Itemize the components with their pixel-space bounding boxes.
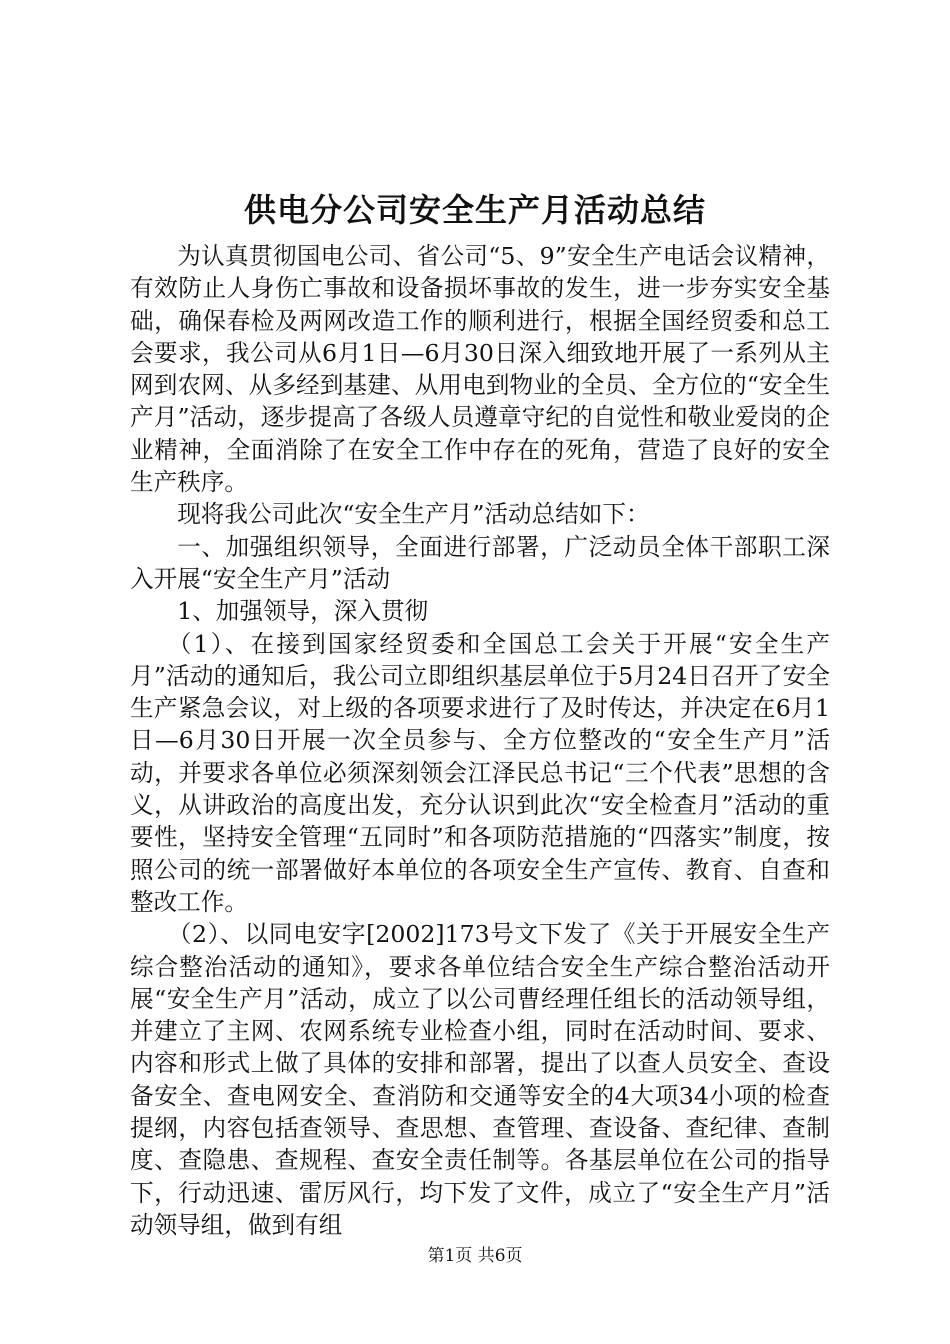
document-body xyxy=(130,240,830,1241)
paragraph-summary-lead: 现将我公司此次“安全生产月”活动总结如下： xyxy=(177,500,650,529)
page-footer: 第1页 共6页 xyxy=(427,1246,523,1266)
paragraph-intro: 为认真贯彻国电公司、省公司“5、9”安全生产电话会议精神，有效防止人身伤亡事故和设备损坏事故的发生，进一步夯实安全基础，确保春检及两网改造工作的顺利进行，根据全国经贸委和总工会要求，我公司从6月1日—6月30日深入细致地开展了一系列从主网到农网、从多经到基建、从用电到物业的全员、全方位的“安全生产月”活动，逐步提高了各级人员遵章守纪的自觉性和敬业爱岗的企业精神，全面消除了在安全工作中存在的死角，营造了良好的安全生产秩序。 xyxy=(130,242,830,497)
paragraph-item-1: （1）、在接到国家经贸委和全国总工会关于开展“安全生产月”活动的通知后，我公司立即组织基层单位于5月24日召开了安全生产紧急会议，对上级的各项要求进行了及时传达，并决定在6月1日—6月30日开展一次全员参与、全方位整改的“安全生产月”活动，并要求各单位必须深刻领会江泽民总书记“三个代表”思想的含义，从讲政治的高度出发，充分认识到此次“安全检查月”活动的重要性，坚持安全管理“五同时”和各项防范措施的“四落实”制度，按照公司的统一部署做好本单位的各项安全生产宣传、教育、自查和整改工作。 xyxy=(130,629,830,916)
paragraph-item-2: （2）、以同电安字[2002]173号文下发了《关于开展安全生产综合整治活动的通知》，要求各单位结合安全生产综合整治活动开展“安全生产月”活动，成立了以公司曹经理任组长的活动领导组，并建立了主网、农网系统专业检查小组，同时在活动时间、要求、内容和形式上做了具体的安排和部署，提出了以查人员安全、查设备安全、查电网安全、查消防和交通等安全的4大项34小项的检查提纲，内容包括查领导、查思想、查管理、查设备、查纪律、查制度、查隐患、查规程、查安全责任制等。各基层单位在公司的指导下，行动迅速、雷厉风行，均下发了文件，成立了“安全生产月”活动领导组，做到有组 xyxy=(130,920,830,1239)
document-title: 供电分公司安全生产月活动总结 xyxy=(243,191,706,229)
subsection-heading-1: 1、加强领导，深入贯彻 xyxy=(177,597,429,626)
section-heading-1: 一、加强组织领导，全面进行部署，广泛动员全体干部职工深入开展“安全生产月”活动 xyxy=(130,532,830,593)
